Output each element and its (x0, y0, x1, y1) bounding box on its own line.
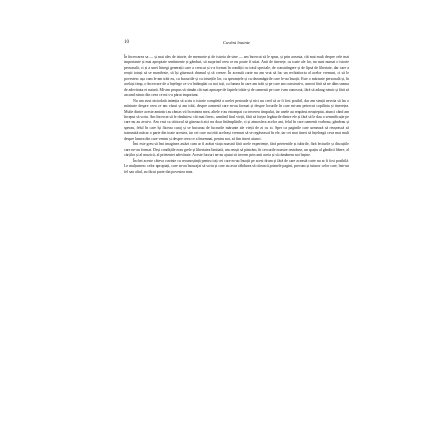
page-header (124, 40, 349, 50)
paragraph: Închei aceste câteva cuvinte cu recunoștință pentru toți cei care m-au însoțit pe acest drum și fără de care această carte nu ar fi fost posibilă. Le mulțumesc celor apropiați, care m-au încurajat să scriu și care au avut răbdarea să citească primele pagini, precum și tuturor celor care, într-un fel sau altul, au făcut parte din povestea mea. (124, 157, 349, 174)
paragraph: Nu am avut niciodată intenția să scriu o istorie completă a acelei perioade și nici nu cred că ar fi fost posibil, dar am simțit nevoia să las o mărturie despre ceea ce am văzut și am trăit, despre oamenii care m-au format și despre locurile în care mi-am petrecut copilăria și tinerețea. Multe dintre aceste amintiri au rămas vii în mintea mea, altele s-au estompat cu trecerea timpului, iar unele au reapărut neașteptat, atunci când am început să scriu. Am încercat să le rânduiesc cât mai firesc, urmând firul vieții, fără să forțez legăturile dintre ele și fără să le dau o semnificație pe care nu au avut-o. Am vrut ca cititorul să găsească aici nu doar întâmplările, ci și atmosfera acelor ani, felul în care oamenii vorbeau, gândeau și sperau, felul în care își făceau curaj și se bucurau de lucrurile mărunte ale vieții de zi cu zi. Sper ca paginile care urmează să reușească să transmită măcar o parte din toate acestea, iar cei care au trăit aceleași vremuri să se regăsească în ele, iar cei mai tineri să înțeleagă ceva mai mult despre lumea din care venim și despre ceea ce a însemnat, pentru noi, să fim tineri atunci. (124, 97, 349, 141)
body-text (124, 54, 349, 174)
running-head: Cuvânt înainte (222, 40, 251, 45)
paragraph: În încercarea sa — și mai ales de istorie, de memorie și de istoria de sine — am încercat să le spun, și prin aceasta, cât mai mult despre cele mai importante și mai apropiate sentimente și gânduri, să surprind ceea ce nu poate fi uitat. Anii de tinerețe, cu toate ale lor, nu sunt numai o istorie personală, ci și a unei întregi generații care a crescut și s-a format în condiții cu totul speciale, de constrângere și de lipsă de libertate, dar care a reușit totuși să se manifeste, să își găsească drumul și să creeze. În această carte nu am vrut să fac un rechizitoriu al acelor vremuri, ci să le povestesc așa cum le-am trăit eu, cu bucuriile și cu tristețile lor, cu speranțele și cu dezamăgirile care le-au însoțit. Este o mărturie personală și, în același timp, o încercare de a înțelege ce s-a întâmplat cu noi toți, cu lumea în care am trăit și pe care am construit-o, uneori fără să ne dăm seama de adevărata ei natură. Mi-am propus să rămân cât mai aproape de faptele trăite și de oamenii pe care i-am cunoscut, fără să adaug nimic și fără să ascund nimic din ceea ce mi s-a părut important. (124, 54, 349, 98)
paragraph: Îmi este greu să îmi imaginez astăzi cum ar fi arătat viața noastră fără acele experiențe, fără prieteniile și iubirile, fără lecturile și discuțiile care ne-au format. Deși condițiile erau grele și libertatea limitată, am reușit să păstrăm, în cercurile noastre restrânse, un spațiu al gândirii libere, al cărților și al muzicii, al prieteniei adevărate. Aceste lucruri ne-au ajutat să trecem prin anii aceia și să rămânem noi înșine. (124, 141, 349, 158)
page-number: 10 (124, 40, 129, 45)
